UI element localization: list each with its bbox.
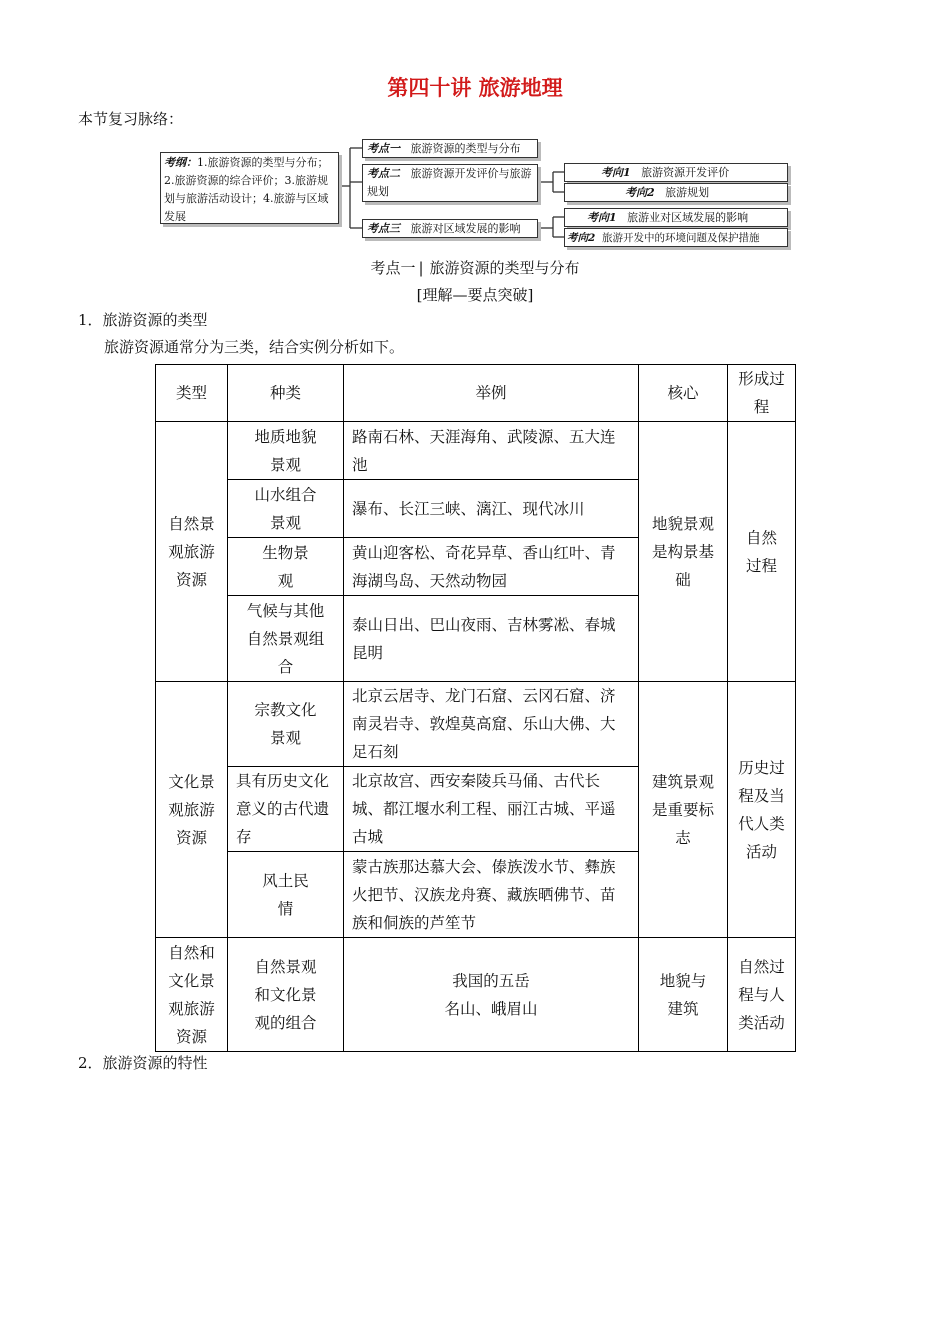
- direction-2-2-label: 考向2: [625, 186, 655, 199]
- group-3-example-line-2: 名山、峨眉山: [444, 999, 538, 1018]
- group-1-kind-4: 气候与其他自然景观组合: [228, 596, 344, 682]
- direction-box-2-1: [564, 163, 788, 182]
- point-3-text: 旅游对区域发展的影响: [410, 222, 521, 235]
- direction-box-3-2: [564, 228, 788, 247]
- direction-3-1-label: 考向1: [587, 211, 617, 224]
- group-2-example-3: 蒙古族那达慕大会、傣族泼水节、彝族火把节、汉族龙舟赛、藏族晒佛节、苗族和侗族的芦笙节: [344, 852, 639, 938]
- group-3-example-1: [344, 938, 639, 1052]
- direction-3-1-text: 旅游业对区域发展的影响: [627, 211, 749, 224]
- header-example: 举例: [344, 365, 639, 422]
- direction-box-3-1: [564, 208, 788, 227]
- root-text: 1.旅游资源的类型与分布；2.旅游资源的综合评价；3.旅游规划与旅游活动设计；4.旅游与区域发展: [164, 156, 329, 223]
- table-row: [156, 422, 796, 480]
- group-2-example-2: 北京故宫、西安秦陵兵马俑、古代长城、都江堰水利工程、丽江古城、平遥古城: [344, 767, 639, 852]
- group-3-process: 自然过程与人类活动: [728, 938, 796, 1052]
- group-1-example-2: 瀑布、长江三峡、漓江、现代冰川: [344, 480, 639, 538]
- group-3-core: 地貌与建筑: [639, 938, 728, 1052]
- group-1-kind-2: 山水组合景观: [228, 480, 344, 538]
- group-2-process: 历史过程及当代人类活动: [728, 682, 796, 938]
- page-title: 第四十讲 旅游地理: [387, 76, 563, 100]
- point-1-text: 旅游资源的类型与分布: [410, 142, 521, 155]
- group-1-kind-3: 生物景观: [228, 538, 344, 596]
- group-1-core: 地貌景观是构景基础: [639, 422, 728, 682]
- direction-box-2-2: [564, 183, 788, 202]
- header-type: 类型: [156, 365, 228, 422]
- group-1-example-4: 泰山日出、巴山夜雨、吉林雾凇、春城昆明: [344, 596, 639, 682]
- point-2-label: 考点二: [367, 167, 400, 180]
- direction-2-1-label: 考向1: [601, 166, 631, 179]
- point-box-1: [362, 139, 538, 158]
- group-2-core: 建筑景观是重要标志: [639, 682, 728, 938]
- group-1-example-1: 路南石林、天涯海角、武陵源、五大连池: [344, 422, 639, 480]
- group-1-process: 自然过程: [728, 422, 796, 682]
- group-2-example-1: 北京云居寺、龙门石窟、云冈石窟、济南灵岩寺、敦煌莫高窟、乐山大佛、大足石刻: [344, 682, 639, 767]
- root-label: 考纲：: [164, 156, 197, 169]
- group-3-kind-1: 自然景观和文化景观的组合: [228, 938, 344, 1052]
- header-core: 核心: [639, 365, 728, 422]
- section-subheading: [理解—要点突破]: [416, 286, 534, 304]
- direction-3-2-label: 考向2: [567, 232, 596, 244]
- item1-heading: 1．旅游资源的类型: [78, 311, 208, 329]
- direction-2-1-text: 旅游资源开发评价: [641, 166, 730, 179]
- group-2-type: 文化景观旅游资源: [156, 682, 228, 938]
- point-1-label: 考点一: [367, 142, 400, 155]
- table-header-row: [156, 365, 796, 422]
- group-1-example-3: 黄山迎客松、奇花异草、香山红叶、青海湖鸟岛、天然动物园: [344, 538, 639, 596]
- resource-type-table: [155, 364, 796, 1052]
- point-box-2: [362, 164, 538, 202]
- table-row: [156, 938, 796, 1052]
- group-1-kind-1: 地质地貌景观: [228, 422, 344, 480]
- item1-text: 旅游资源通常分为三类，结合实例分析如下。: [104, 338, 405, 356]
- group-3-example-line-1: 我国的五岳: [452, 971, 530, 990]
- concept-map-root: [160, 152, 339, 224]
- item2-heading: 2．旅游资源的特性: [78, 1054, 208, 1072]
- section-heading-label: 考点一: [370, 259, 416, 277]
- point-box-3: [362, 219, 538, 238]
- group-2-kind-1: 宗教文化景观: [228, 682, 344, 767]
- header-process: 形成过程: [728, 365, 796, 422]
- group-1-type: 自然景观旅游资源: [156, 422, 228, 682]
- section-heading: 考点一 | 旅游资源的类型与分布: [370, 259, 580, 277]
- group-2-kind-2: 具有历史文化意义的古代遗存: [228, 767, 344, 852]
- table-row: [156, 682, 796, 767]
- direction-3-2-text: 旅游开发中的环境问题及保护措施: [602, 232, 760, 244]
- group-2-kind-3: 风土民情: [228, 852, 344, 938]
- direction-2-2-text: 旅游规划: [665, 186, 710, 199]
- header-kind: 种类: [228, 365, 344, 422]
- intro-text: 本节复习脉络：: [78, 110, 184, 128]
- group-3-type: 自然和文化景观旅游资源: [156, 938, 228, 1052]
- point-2-text: 旅游资源开发评价与旅游规划: [367, 167, 532, 198]
- section-heading-text: 旅游资源的类型与分布: [429, 259, 580, 277]
- point-3-label: 考点三: [367, 222, 400, 235]
